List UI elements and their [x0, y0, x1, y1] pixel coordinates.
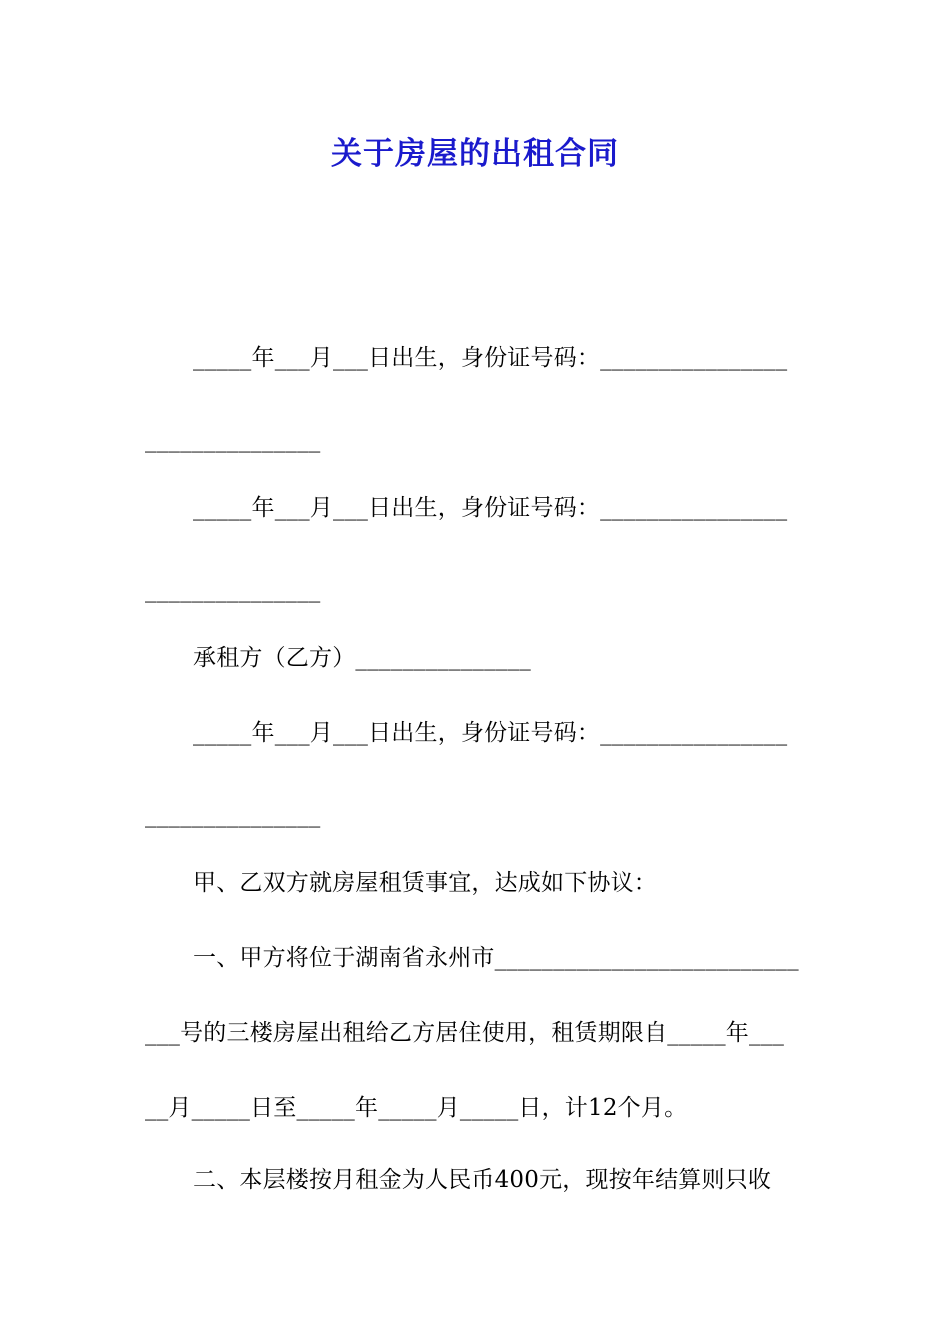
- clause-1-line-2: ___号的三楼房屋出租给乙方居住使用，租赁期限自_____年___: [145, 1020, 785, 1046]
- id-continuation-line-1: _______________: [145, 427, 321, 453]
- clause-1-line-1: 一、甲方将位于湖南省永州市__________________________: [193, 945, 799, 971]
- birth-id-line-1: _____年___月___日出生，身份证号码：________________: [193, 345, 788, 371]
- birth-id-line-3: _____年___月___日出生，身份证号码：________________: [193, 720, 788, 746]
- clause-1-line-3: __月_____日至_____年_____月_____日，计12个月。: [145, 1095, 688, 1121]
- birth-id-line-2: _____年___月___日出生，身份证号码：________________: [193, 495, 788, 521]
- lessee-line: 承租方（乙方）_______________: [193, 645, 531, 671]
- document-title: 关于房屋的出租合同: [331, 136, 619, 172]
- agreement-intro: 甲、乙双方就房屋租赁事宜，达成如下协议：: [193, 870, 657, 896]
- id-continuation-line-3: _______________: [145, 802, 321, 828]
- clause-2-line-1: 二、本层楼按月租金为人民币400元，现按年结算则只收: [193, 1167, 772, 1193]
- id-continuation-line-2: _______________: [145, 577, 321, 603]
